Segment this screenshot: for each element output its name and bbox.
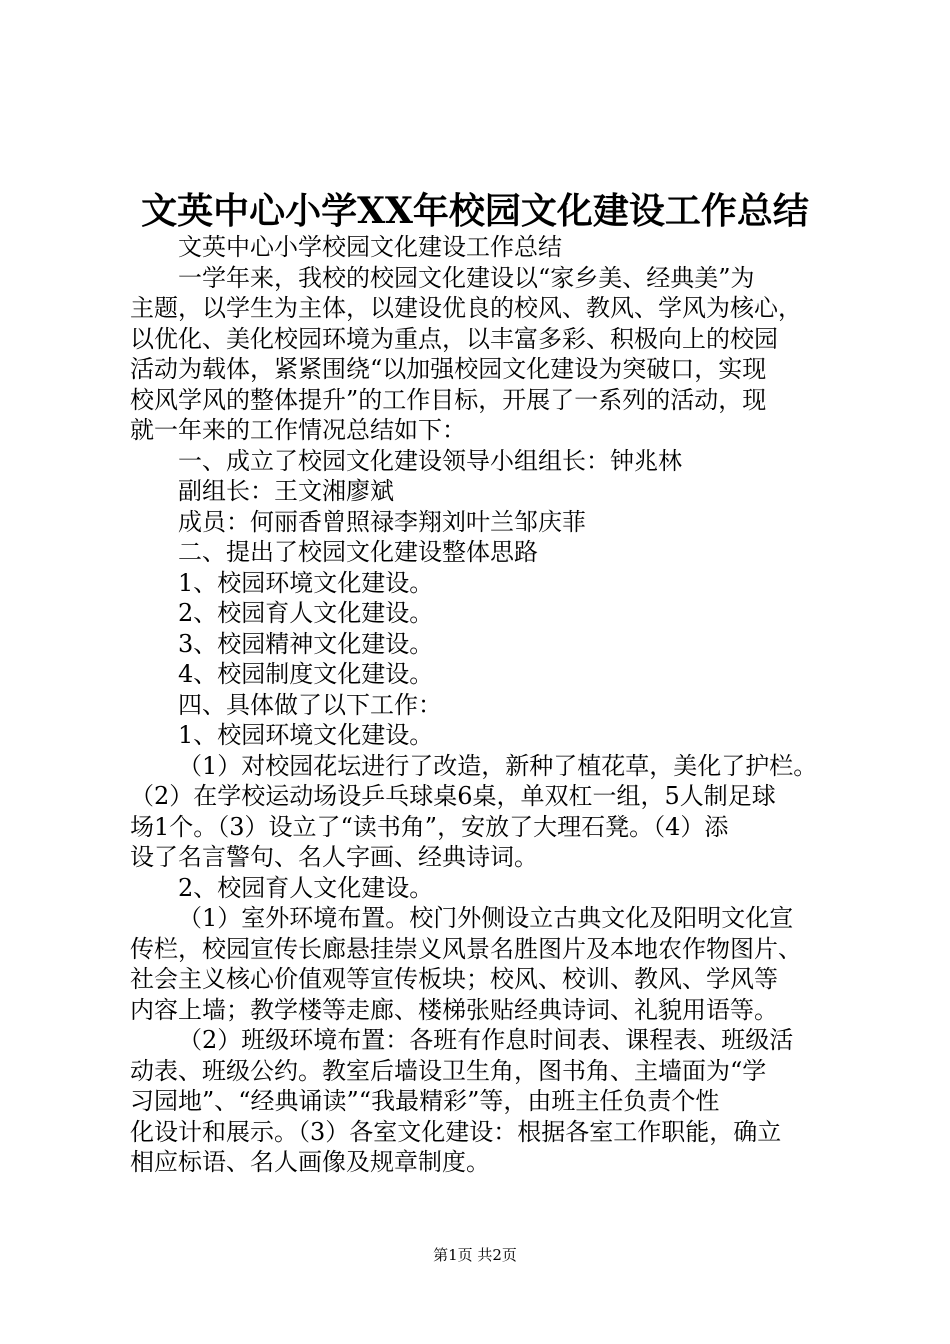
body-line: 以优化、美化校园环境为重点，以丰富多彩、积极向上的校园 — [130, 324, 778, 353]
body-line: 场1个。（3）设立了“读书角”，安放了大理石凳。（4）添 — [130, 812, 729, 841]
body-line: （2）班级环境布置：各班有作息时间表、课程表、班级活 — [178, 1026, 794, 1054]
body-line: 2、校园育人文化建设。 — [178, 873, 434, 902]
body-line: 3、校园精神文化建设。 — [178, 629, 434, 658]
body-line: 1、校园环境文化建设。 — [178, 721, 434, 749]
body-line: （1）室外环境布置。校门外侧设立古典文化及阳明文化宣 — [178, 904, 794, 932]
body-line: 校风学风的整体提升”的工作目标，开展了一系列的活动，现 — [130, 385, 767, 414]
body-line: 化设计和展示。（3）各室文化建设：根据各室工作职能，确立 — [130, 1117, 782, 1146]
body-line: 设了名言警句、名人字画、经典诗词。 — [130, 843, 538, 871]
body-line: 二、提出了校园文化建设整体思路 — [178, 538, 538, 566]
body-line: 动表、班级公约。教室后墙设卫生角，图书角、主墙面为“学 — [130, 1056, 767, 1085]
body-line: 四、具体做了以下工作： — [178, 690, 442, 719]
body-line: 4、校园制度文化建设。 — [178, 660, 434, 688]
body-line: （2）在学校运动场设乒乓球桌6桌，单双杠一组，5人制足球 — [130, 782, 776, 810]
body-line: 一学年来，我校的校园文化建设以“家乡美、经典美”为 — [178, 263, 755, 292]
body-line: 习园地”、“经典诵读”“我最精彩”等，由班主任负责个性 — [130, 1087, 720, 1115]
body-line: 社会主义核心价值观等宣传板块；校风、校训、教风、学风等 — [130, 965, 778, 993]
document-body — [130, 232, 830, 1178]
body-line: 成员：何丽香曾照禄李翔刘叶兰邹庆菲 — [178, 507, 586, 536]
body-line: 副组长：王文湘廖斌 — [178, 477, 394, 505]
document-title: 文英中心小学XX年校园文化建设工作总结 — [141, 190, 809, 232]
body-line: 文英中心小学校园文化建设工作总结 — [178, 233, 562, 261]
body-line: 2、校园育人文化建设。 — [178, 599, 434, 627]
body-line: 1、校园环境文化建设。 — [178, 568, 434, 597]
body-line: （1）对校园花坛进行了改造，新种了植花草，美化了护栏。 — [178, 751, 818, 780]
page-footer: 第1页 共2页 — [433, 1246, 517, 1264]
body-line: 内容上墙；教学楼等走廊、楼梯张贴经典诗词、礼貌用语等。 — [130, 995, 778, 1024]
body-line: 活动为载体，紧紧围绕“以加强校园文化建设为突破口，实现 — [130, 355, 767, 383]
body-line: 主题，以学生为主体，以建设优良的校风、教风、学风为核心， — [130, 294, 802, 322]
body-line: 就一年来的工作情况总结如下： — [130, 416, 466, 444]
body-line: 传栏，校园宣传长廊悬挂崇义风景名胜图片及本地农作物图片、 — [130, 934, 802, 963]
body-line: 相应标语、名人画像及规章制度。 — [130, 1148, 490, 1176]
body-line: 一、成立了校园文化建设领导小组组长：钟兆林 — [178, 446, 682, 475]
